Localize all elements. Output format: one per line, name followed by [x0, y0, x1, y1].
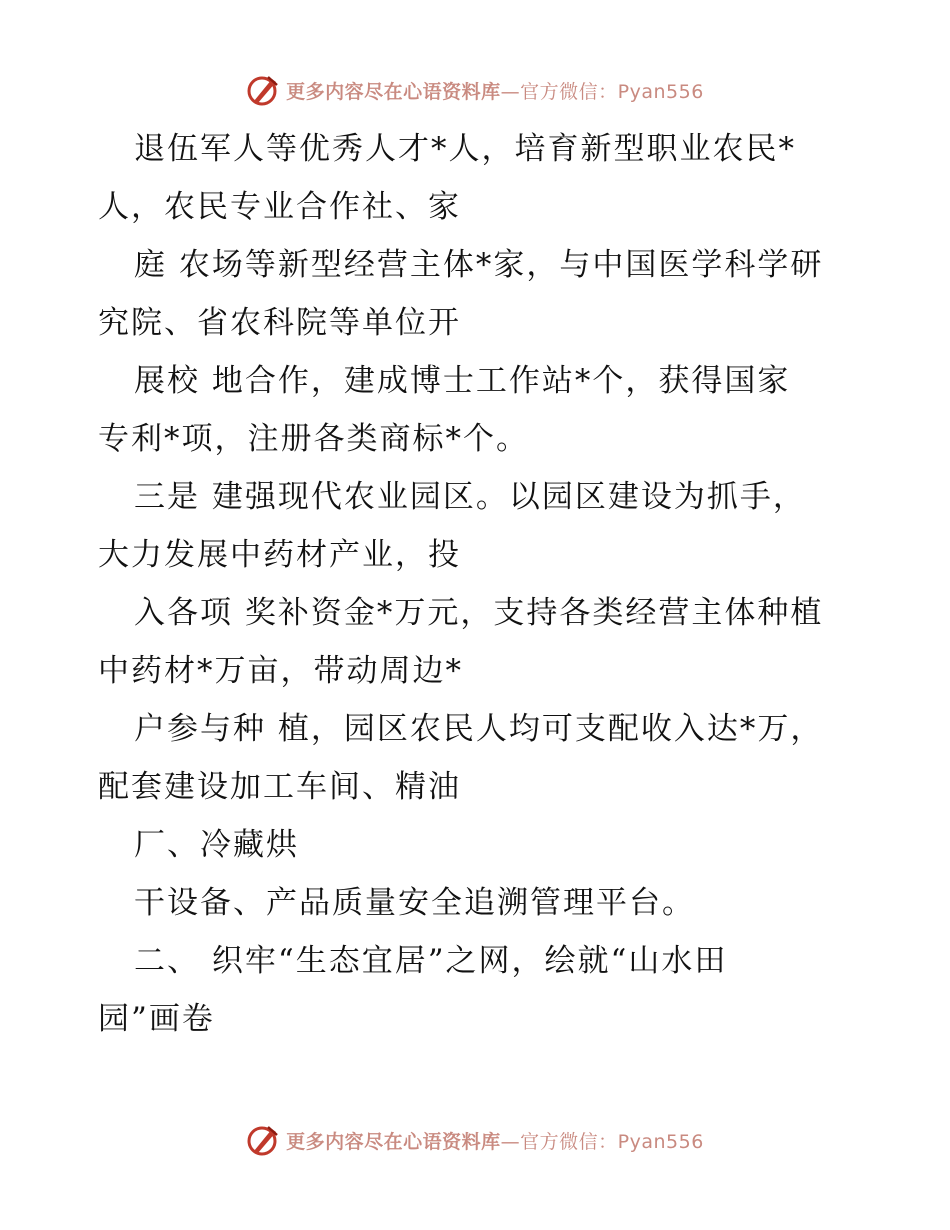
text-line: 干设备、产品质量安全追溯管理平台。: [134, 885, 695, 921]
text-line: 配套建设加工车间、精油: [98, 769, 461, 805]
text-line: 三是 建强现代农业园区。以园区建设为抓手，: [134, 479, 806, 515]
footer-banner: [0, 1120, 950, 1160]
text-line: 二、 织牢“生态宜居”之网，绘就“山水田: [134, 943, 728, 979]
text-line: 展校 地合作，建成博士工作站*个，获得国家: [134, 363, 791, 399]
document-body: [98, 120, 858, 1048]
footer-brand: 更多内容尽在心语资料库: [286, 1130, 501, 1153]
text-line: 户参与种 植，园区农民人均可支配收入达*万，: [134, 711, 824, 747]
header-separator: —: [500, 80, 521, 103]
footer-separator: —: [500, 1130, 521, 1153]
header-banner: [0, 70, 950, 110]
text-line: 究院、省农科院等单位开: [98, 305, 461, 341]
text-line: 入各项 奖补资金*万元，支持各类经营主体种植: [134, 595, 824, 631]
footer-text: [286, 1127, 704, 1154]
text-line: 大力发展中药材产业，投: [98, 537, 461, 573]
header-brand: 更多内容尽在心语资料库: [286, 80, 501, 103]
text-line: 庭 农场等新型经营主体*家，与中国医学科学研: [134, 247, 824, 283]
header-wechat: 官方微信：Pyan556: [520, 80, 704, 103]
text-line: 中药材*万亩，带动周边*: [98, 653, 463, 689]
text-line: 专利*项，注册各类商标*个。: [98, 421, 529, 457]
footer-wechat: 官方微信：Pyan556: [520, 1130, 704, 1153]
text-line: 人，农民专业合作社、家: [98, 189, 461, 225]
quill-pen-seal-icon: [246, 1123, 280, 1157]
text-line: 退伍军人等优秀人才*人，培育新型职业农民*: [134, 131, 796, 167]
quill-pen-seal-icon: [246, 73, 280, 107]
text-line: 园”画卷: [98, 1001, 215, 1037]
header-text: [286, 77, 704, 104]
text-line: 厂、冷藏烘: [134, 827, 299, 863]
